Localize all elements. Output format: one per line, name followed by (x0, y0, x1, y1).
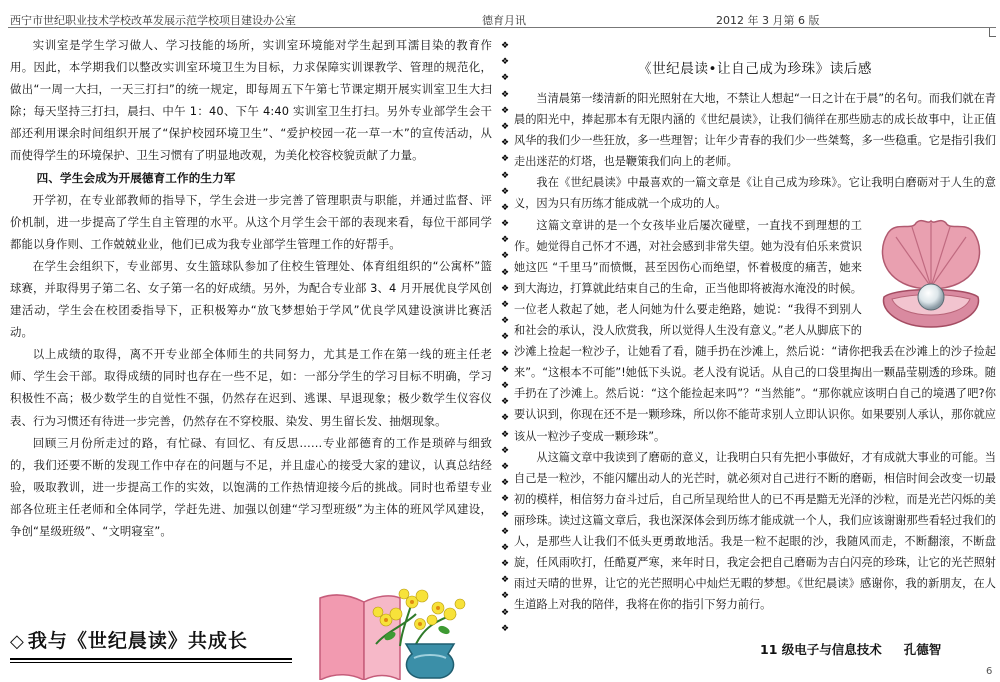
divider-diamond-icon: ❖ (500, 170, 510, 181)
divider-diamond-icon: ❖ (500, 478, 510, 489)
divider-diamond-icon: ❖ (500, 73, 510, 84)
divider-diamond-icon: ❖ (500, 461, 510, 472)
right-paragraph: 我在《世纪晨读》中最喜欢的一篇文章是《让自己成为珍珠》。它让我明白磨砺对于人生的意义，因为只有历练才能成就一个成功的人。 (514, 176, 996, 211)
divider-diamond-icon: ❖ (500, 364, 510, 375)
right-column (514, 56, 996, 615)
divider-diamond-icon: ❖ (500, 332, 510, 343)
shell-icon (866, 215, 996, 335)
divider-diamond-icon: ❖ (500, 591, 510, 602)
flower-vase-illustration (316, 584, 482, 680)
divider-diamond-icon: ❖ (500, 267, 510, 278)
divider-diamond-icon: ❖ (500, 202, 510, 213)
corner-mark (989, 28, 996, 37)
article-title: 《世纪晨读•让自己成为珍珠》读后感 (637, 61, 873, 77)
divider-diamond-icon: ❖ (500, 607, 510, 618)
divider-diamond-icon: ❖ (500, 316, 510, 327)
left-paragraph: 以上成绩的取得，离不开专业部全体师生的共同努力，尤其是工作在第一线的班主任老师、学生会干部。取得成绩的同时也存在一些不足，如：一部分学生的学习目标不明确，学习积极性不高；极少数学生的自觉性不强，仍然存在迟到、逃课、早退现象；极少数学生仪容仪表、行为习惯还有待进一步完善，仍然存在不穿校服、染发、男生留长发、抽烟现象。 (10, 347, 492, 428)
divider-diamond-icon: ❖ (500, 413, 510, 424)
divider-diamond-icon: ❖ (500, 542, 510, 553)
author-name: 孔德智 (903, 642, 942, 657)
section-title-text: 我与《世纪晨读》共成长 (27, 630, 248, 652)
header-rule (8, 27, 996, 28)
page-header (0, 0, 1000, 26)
divider-diamond-icon: ❖ (500, 283, 510, 294)
left-paragraph: 开学初，在专业部教师的指导下，学生会进一步完善了管理职责与职能，并通过监督、评价机制，进一步提高了学生自主管理的水平。从这个月学生会干部的表现来看，每位干部同学都能以身作则、工作兢兢业业，他们已成为我专业部学生管理工作的好帮手。 (10, 192, 492, 251)
page-number: 6 (986, 666, 993, 677)
divider-diamond-icon: ❖ (500, 510, 510, 521)
right-paragraph: 这篇文章讲的是一个女孩毕业后屡次碰壁，一直找不到理想的工作。她觉得自己怀才不遇，对社会感到非常失望。她为没有伯乐来赏识她这匹 “千里马”而愤慨，甚至因伤心而绝望，怀着极度的痛苦，她来到大海边，打算就此结束自己的生命，正当他即将被海水淹没的时候。一位老人救起了她，老人问她为什么要走绝路，她说：“我得不到别人和社会的承认，没人欣赏我，所以觉得人生没有意义。”老人从脚底下的沙滩上捡起一粒沙子，让她看了看，随手扔在沙滩上，然后说：“请你把我丢在沙滩上的沙子捡起来”。“这根本不可能”!她低下头说。老人没有说话。从自己的口袋里掏出一颗晶莹剔透的珍珠。随手扔在了沙滩上。然后说：“这个能捡起来吗”？“当然能”。“那你就应该明白自己的境遇了吧?你要认识到，你现在还不是一颗珍珠，所以你不能苛求别人立即认识你。如果要别人承认，那你就应该从一粒沙子变成一颗珍珠”。 (514, 218, 996, 443)
vase-icon (406, 644, 454, 678)
author-signature (760, 640, 941, 658)
divider-diamond-icon: ❖ (500, 397, 510, 408)
divider-diamond-icon: ❖ (500, 186, 510, 197)
divider-diamond-icon: ❖ (500, 380, 510, 391)
divider-diamond-icon: ❖ (500, 219, 510, 230)
divider-diamond-icon: ❖ (500, 526, 510, 537)
header-publication: 德育月讯 (482, 14, 526, 27)
right-paragraph: 当清晨第一缕清新的阳光照射在大地，不禁让人想起“一日之计在于晨”的名句。而我们就在青晨的阳光中，捧起那本有无限内涵的《世纪晨读》，让我们徜徉在那些励志的成长故事中，让正值风华的我们少一些狂放，多一些理智；让年少青春的我们少一些桀骜，多一些稳重。它是指引我们走出迷茫的灯塔，也是鞭策我们向上的老师。 (514, 92, 996, 169)
divider-diamond-icon: ❖ (500, 121, 510, 132)
divider-diamond-icon: ❖ (500, 57, 510, 68)
divider-diamond-icon: ❖ (500, 575, 510, 586)
author-class: 11 级电子与信息技术 (760, 642, 882, 657)
title-underline (10, 658, 292, 663)
divider-diamond-icon: ❖ (500, 138, 510, 149)
divider-diamond-icon: ❖ (500, 494, 510, 505)
section-heading: 四、学生会成为开展德育工作的生力军 (36, 170, 236, 185)
divider-diamond-icon: ❖ (500, 429, 510, 440)
left-paragraph: 实训室是学生学习做人、学习技能的场所，实训室环境能对学生起到耳濡目染的教育作用。因此，本学期我们以整改实训室环境卫生为目标，力求保障实训课教学、管理的规范化，做出“一周一大扫，一天三打扫”的统一规定，即每周五下午第七节课定期开展实训室卫生大扫除；每天坚持三打扫，晨扫、中午 1：40、下午 4:40 实训室卫生打扫。另外专业部学生会干部还利用课余时间组织开展了“保护校园环境卫生”、“爱护校园一花一草一木”的宣传活动，从而使得学生的环境保护、卫生习惯有了明显地改观，为美化校容校貌贡献了力量。 (10, 38, 492, 163)
column-divider (500, 38, 510, 638)
header-office: 西宁市世纪职业技术学校改革发展示范学校项目建设办公室 (10, 14, 296, 27)
right-paragraph: 从这篇文章中我读到了磨砺的意义，让我明白只有先把小事做好，才有成就大事业的可能。当自己是一粒沙，不能闪耀出动人的光芒时，就必须对自己进行不断的磨砺，相信时间会改变一切最初的模样，相信努力奋斗过后，自己所呈现给世人的已不再是黯无光泽的沙粒，而是光芒闪烁的美丽珍珠。读过这篇文章后，我也深深体会到历练才能成就一个人，我们应该谢谢那些看轻过我们的人，是那些人让我们不低头更勇敢地活。我是一粒不起眼的沙，我随风而走，不断翻滚，不断盘旋，任风雨吹打，任酷夏严寒，来年时日，我定会把自己磨砺为吉白闪亮的珍珠，让它的光芒照射雨过天晴的世界，让它的光芒照明心中灿烂无暇的梦想。《世纪晨读》感谢你，我的新朋友，在人生道路上对我的陪伴，我将在你的指引下努力前行。 (514, 450, 996, 612)
left-column (10, 34, 492, 614)
pearl-shell-illustration (866, 215, 996, 335)
divider-diamond-icon: ❖ (500, 235, 510, 246)
header-issue: 2012 年 3 月第 6 版 (716, 14, 820, 27)
divider-diamond-icon: ❖ (500, 105, 510, 116)
divider-diamond-icon: ❖ (500, 251, 510, 262)
left-paragraph: 在学生会组织下，专业部男、女生篮球队参加了住校生管理处、体育组组织的“公寓杯”篮球赛，并取得男子第二名、女子第一名的好成绩。另外，为配合专业部 3、4 月开展优良学风创建活动，学生会在校团委指导下，正积极筹办“放飞梦想始于学风”优良学风建设演讲比赛活动。 (10, 258, 492, 340)
divider-diamond-icon: ❖ (500, 445, 510, 456)
left-paragraph: 回顾三月份所走过的路，有忙碌、有回忆、有反思……专业部德育的工作是琐碎与细致的，我们还要不断的发现工作中存在的问题与不足，并且虚心的接受大家的建议，认真总结经验，吸取教训，进一步提高工作的实效，以饱满的工作热情迎接今后的挑战。同时也希望专业部各位班主任老师和全体同学，学赶先进、加强以创建“学习型班级”为主体的班风学风建设，争创“星级班级”、“文明寝室”。 (10, 435, 492, 538)
divider-diamond-icon: ❖ (500, 559, 510, 569)
section-title (10, 626, 248, 653)
divider-diamond-icon: ❖ (500, 154, 510, 165)
divider-diamond-icon: ❖ (500, 348, 510, 359)
divider-diamond-icon: ❖ (500, 89, 510, 100)
divider-diamond-icon: ❖ (500, 623, 510, 634)
divider-diamond-icon: ❖ (500, 41, 510, 51)
diamond-icon: ◇ (10, 631, 25, 652)
divider-diamond-icon: ❖ (500, 300, 510, 310)
